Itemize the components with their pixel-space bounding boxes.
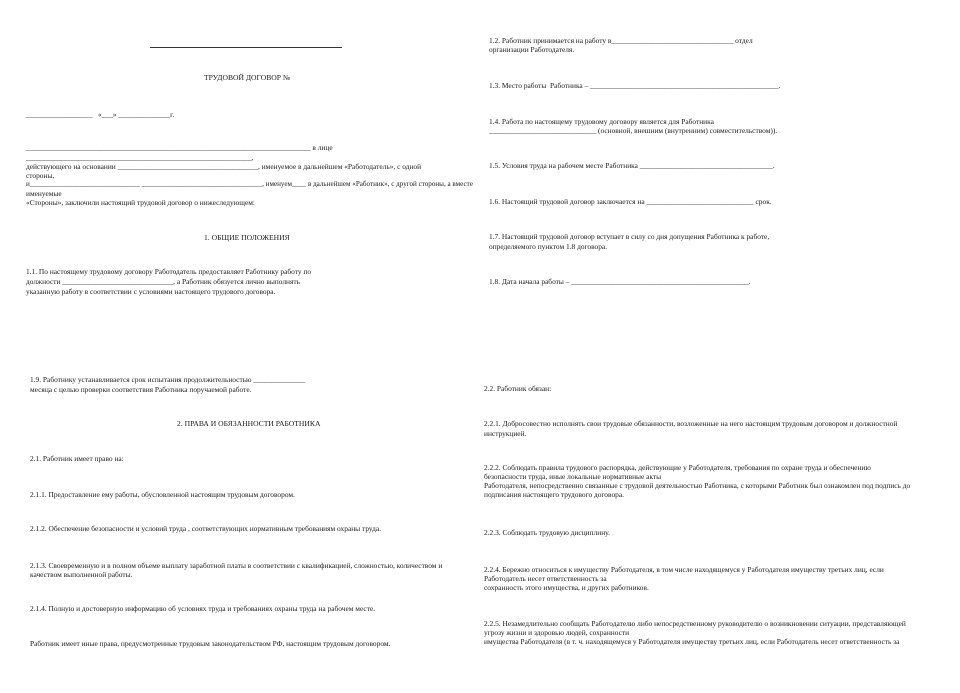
clause-1-8: 1.8. Дата начала работы – ________________________________________________. xyxy=(489,277,751,286)
clause-2-2-4-line-3: сохранность этого имущества, и других работников. xyxy=(484,583,649,592)
clause-2-2: 2.2. Работник обязан: xyxy=(484,384,552,393)
parties-line-5: и_______________________________ __________________________________, именуем____ в дальнейшем «Работник», с другой стороны, а вместе xyxy=(26,180,473,188)
clause-2-2-5-line-2: угрозу жизни и здоровью людей, сохранности xyxy=(484,628,630,637)
clause-2-2-5-line-1: 2.2.5. Незамедлительно сообщать Работодателю либо непосредственному руководителю о возникновении ситуации, представляющей xyxy=(484,619,906,628)
clause-1-2-line-2: организации Работодателя. xyxy=(489,45,575,54)
clause-2-1-3-line-1: 2.1.3. Своевременную и в полном объеме выплату заработной платы в соответствии с квалификацией, сложностью, количеством и xyxy=(30,561,443,570)
parties-line-2: _____________________________________________________________, xyxy=(26,153,254,162)
clause-1-1-line-3: указанную работу в соответствии с условиями настоящего трудового договора. xyxy=(26,287,276,296)
clause-2-2-4-line-2: Работодатель несет ответственность за xyxy=(484,574,607,583)
clause-1-1-line-1: 1.1. По настоящему трудовому договору Работодатель предоставляет Работнику работу по xyxy=(26,267,312,276)
section-2-title: 2. ПРАВА И ОБЯЗАННОСТИ РАБОТНИКА xyxy=(177,419,321,428)
clause-2-2-2-line-1: 2.2.2. Соблюдать правила трудового распорядка, действующие у Работодателя, требования по охране труда и обеспечению xyxy=(484,463,871,472)
clause-1-9-line-2: месяца с целью проверки соответствия Работника поручаемой работе. xyxy=(30,385,252,394)
section-1-title: 1. ОБЩИЕ ПОЛОЖЕНИЯ xyxy=(204,233,290,242)
clause-2-2-2-line-3: Работодателя, непосредственно связанные с трудовой деятельностью Работника, с которыми Работник был ознакомлен под подпись до xyxy=(484,481,911,490)
clause-2-2-1-line-2: инструкцией. xyxy=(484,429,527,438)
clause-1-7-line-2: определяемого пунктом 1.8 договора. xyxy=(489,242,608,251)
date-line: __________________ «___» ______________г. xyxy=(26,110,175,119)
clause-2-1: 2.1. Работник имеет право на: xyxy=(30,454,124,463)
clause-1-1-line-2: должности ______________________________, а Работник обязуется лично выполнять xyxy=(26,277,300,286)
clause-2-1-3-line-2: качеством выполненной работы. xyxy=(30,570,133,579)
clause-1-7-line-1: 1.7. Настоящий трудовой договор вступает в силу со дня допущения Работника к работе, xyxy=(489,232,770,241)
clause-2-1-2: 2.1.2. Обеспечение безопасности и условий труда , соответствующих нормативным требованиям охраны труда. xyxy=(30,524,382,533)
clause-2-2-2-line-4: подписания настоящего трудового договора. xyxy=(484,490,624,499)
clause-2-2-2-line-2: безопасности труда, иные локальные нормативные акты xyxy=(484,472,662,481)
clause-1-5: 1.5. Условия труда на рабочем месте Работника ____________________________________. xyxy=(489,161,775,170)
clause-2-1-1: 2.1.1. Предоставление ему работы, обусловленной настоящим трудовым договором. xyxy=(30,490,295,499)
clause-2-2-5-line-3: имущества Работодателя (в т. ч. находящемуся у Работодателя имуществу третьих лиц, если Работодатель несет ответственность за xyxy=(484,637,900,646)
clause-2-1-4: 2.1.4. Полную и достоверную информацию об условиях труда и требованиях охраны труда на рабочем месте. xyxy=(30,604,376,613)
parties-line-3: действующего на основании ______________________________________, именуемое в дальнейшем «Работодатель», с одной xyxy=(26,162,422,171)
parties-line-6: именуемые xyxy=(26,189,62,198)
clause-2-2-3: 2.2.3. Соблюдать трудовую дисциплину. xyxy=(484,528,610,537)
header-blank-line xyxy=(150,47,342,48)
clause-1-3: 1.3. Место работы Работника – ___________________________________________________. xyxy=(489,81,781,90)
parties-line-1: _____________________________________________________________________________ в лице xyxy=(26,143,333,152)
contract-title: ТРУДОВОЙ ДОГОВОР № xyxy=(204,73,291,82)
clause-1-6: 1.6. Настоящий трудовой договор заключается на _____________________________ срок. xyxy=(489,197,772,206)
clause-1-9-line-1: 1.9. Работнику устанавливается срок испытания продолжительностью ______________ xyxy=(30,375,306,384)
clause-2-2-4-line-1: 2.2.4. Бережно относиться к имуществу Работодателя, в том числе находящемуся у Работодателя имуществу третьих лиц, если xyxy=(484,565,884,574)
clause-1-2-line-1: 1.2. Работник принимается на работу в_________________________________ отдел xyxy=(489,36,753,45)
clause-2-2-1-line-1: 2.2.1. Добросовестно исполнять свои трудовые обязанности, возложенные на него настоящим трудовым договором и должностной xyxy=(484,419,898,428)
clause-1-4-line-1: 1.4. Работа по настоящему трудовому договору является для Работника xyxy=(489,117,714,126)
clause-1-4-line-2: _____________________________ (основной, внешним (внутренним) совместительством)). xyxy=(489,126,778,135)
clause-other-rights: Работник имеет иные права, предусмотренные трудовым законодательством РФ, настоящим трудовым договором. xyxy=(30,639,391,648)
parties-line-7: «Стороны», заключили настоящий трудовой договор о нижеследующем: xyxy=(26,198,255,207)
parties-line-4: стороны, xyxy=(26,171,55,180)
